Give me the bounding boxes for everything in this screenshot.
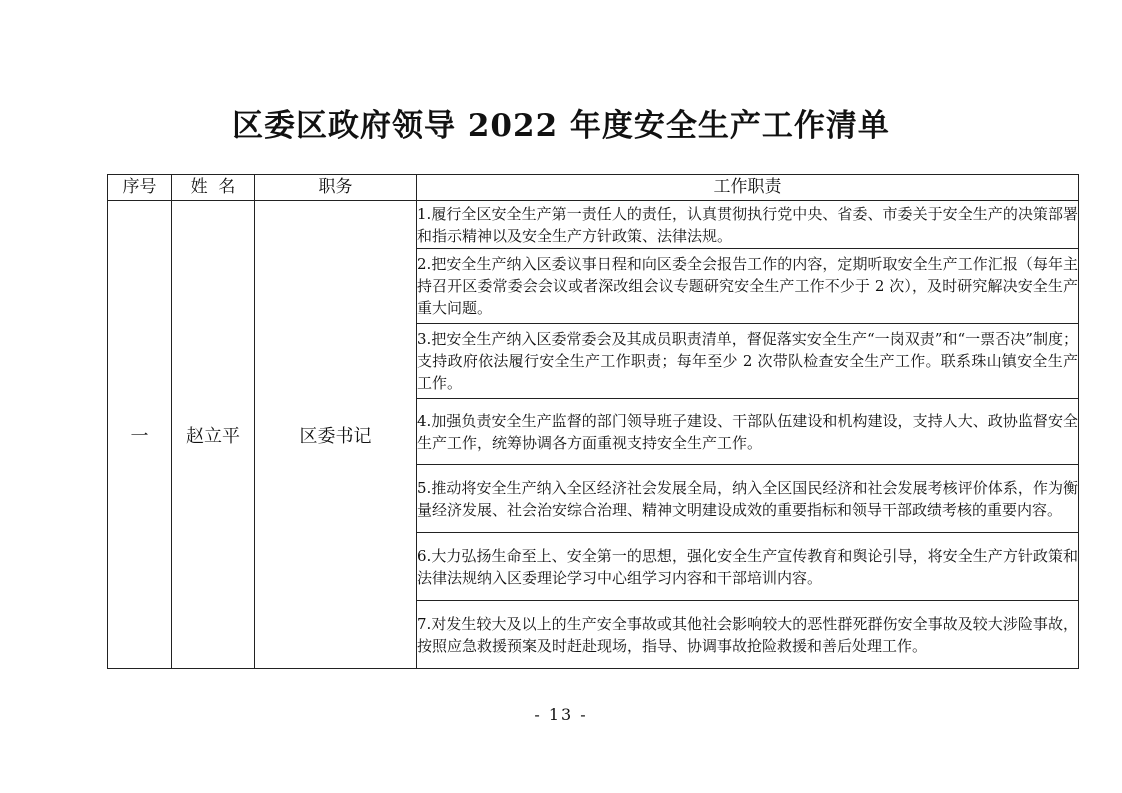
table-header-row [108, 175, 1079, 201]
duty-item-1: 1.履行全区安全生产第一责任人的责任，认真贯彻执行党中央、省委、市委关于安全生产的决策部署和指示精神以及安全生产方针政策、法律法规。 [417, 201, 1079, 249]
cell-position: 区委书记 [255, 201, 417, 669]
cell-seq: 一 [108, 201, 172, 669]
duty-item-3: 3.把安全生产纳入区委常委会及其成员职责清单，督促落实安全生产“一岗双责”和“一票否决”制度；支持政府依法履行安全生产工作职责；每年至少 2 次带队检查安全生产工作。联系珠山镇安全生产工作。 [417, 324, 1079, 399]
duty-item-2: 2.把安全生产纳入区委议事日程和向区委全会报告工作的内容，定期听取安全生产工作汇报（每年主持召开区委常委会会议或者深改组会议专题研究安全生产工作不少于 2 次），及时研究解决安全生产重大问题。 [417, 249, 1079, 324]
duty-item-5: 5.推动将安全生产纳入全区经济社会发展全局，纳入全区国民经济和社会发展考核评价体系，作为衡量经济发展、社会治安综合治理、精神文明建设成效的重要指标和领导干部政绩考核的重要内容。 [417, 465, 1079, 533]
header-seq: 序号 [108, 175, 172, 201]
page-title: 区委区政府领导 2022 年度安全生产工作清单 [232, 108, 890, 144]
duty-table [107, 174, 1079, 669]
page-number: - 13 - [534, 705, 588, 724]
table-row [108, 201, 1079, 249]
header-name: 姓 名 [172, 175, 255, 201]
duty-item-7: 7.对发生较大及以上的生产安全事故或其他社会影响较大的恶性群死群伤安全事故及较大涉险事故，按照应急救援预案及时赶赴现场，指导、协调事故抢险救援和善后处理工作。 [417, 601, 1079, 669]
header-position: 职务 [255, 175, 417, 201]
duty-item-4: 4.加强负责安全生产监督的部门领导班子建设、干部队伍建设和机构建设，支持人大、政协监督安全生产工作，统筹协调各方面重视支持安全生产工作。 [417, 399, 1079, 465]
header-duties: 工作职责 [417, 175, 1079, 201]
duty-item-6: 6.大力弘扬生命至上、安全第一的思想，强化安全生产宣传教育和舆论引导，将安全生产方针政策和法律法规纳入区委理论学习中心组学习内容和干部培训内容。 [417, 533, 1079, 601]
cell-name: 赵立平 [172, 201, 255, 669]
